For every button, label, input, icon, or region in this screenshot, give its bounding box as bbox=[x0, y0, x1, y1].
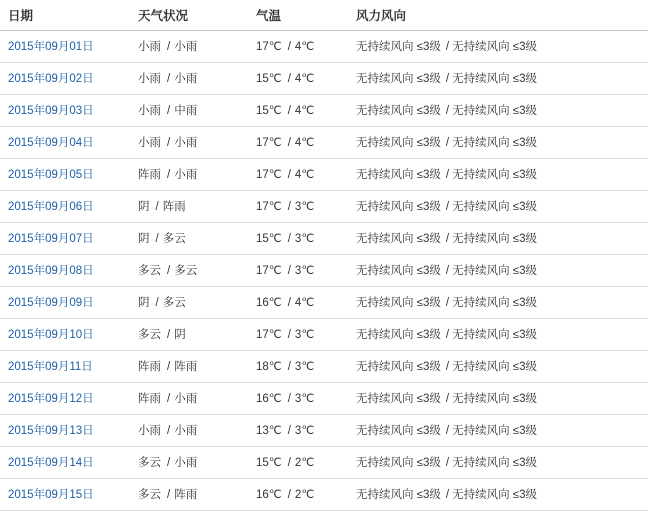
temperature-low: 4℃ bbox=[294, 169, 315, 181]
cell-temperature bbox=[248, 318, 348, 350]
table-row bbox=[0, 254, 648, 286]
condition-day: 多云 bbox=[138, 329, 161, 341]
wind-separator: / bbox=[445, 393, 450, 405]
wind-separator: / bbox=[445, 297, 450, 309]
wind-day: 无持续风向 ≤3级 bbox=[356, 105, 441, 117]
cell-condition bbox=[130, 190, 248, 222]
condition-separator: / bbox=[167, 393, 171, 405]
table-row bbox=[0, 286, 648, 318]
temperature-separator: / bbox=[287, 361, 291, 373]
cell-date: 2015年09月15日 bbox=[0, 478, 130, 510]
cell-wind bbox=[348, 446, 648, 478]
wind-day: 无持续风向 ≤3级 bbox=[356, 169, 441, 181]
condition-separator: / bbox=[155, 233, 159, 245]
cell-temperature bbox=[248, 158, 348, 190]
table-row bbox=[0, 350, 648, 382]
temperature-separator: / bbox=[287, 201, 291, 213]
cell-condition bbox=[130, 478, 248, 510]
table-row bbox=[0, 190, 648, 222]
condition-night: 阵雨 bbox=[174, 489, 198, 501]
cell-temperature bbox=[248, 414, 348, 446]
cell-wind bbox=[348, 94, 648, 126]
temperature-low: 3℃ bbox=[294, 329, 315, 341]
cell-temperature bbox=[248, 382, 348, 414]
temperature-high: 17℃ bbox=[256, 137, 282, 149]
cell-condition bbox=[130, 254, 248, 286]
wind-separator: / bbox=[445, 329, 450, 341]
temperature-low: 4℃ bbox=[294, 297, 315, 309]
temperature-separator: / bbox=[287, 457, 291, 469]
cell-date: 2015年09月11日 bbox=[0, 350, 130, 382]
cell-wind bbox=[348, 30, 648, 62]
wind-day: 无持续风向 ≤3级 bbox=[356, 457, 441, 469]
wind-night: 无持续风向 ≤3级 bbox=[452, 489, 538, 501]
wind-night: 无持续风向 ≤3级 bbox=[452, 297, 538, 309]
condition-separator: / bbox=[167, 105, 171, 117]
wind-separator: / bbox=[445, 489, 450, 501]
temperature-separator: / bbox=[287, 425, 291, 437]
temperature-low: 4℃ bbox=[294, 105, 315, 117]
condition-night: 多云 bbox=[174, 265, 198, 277]
condition-separator: / bbox=[167, 137, 171, 149]
condition-day: 阵雨 bbox=[138, 393, 161, 405]
wind-night: 无持续风向 ≤3级 bbox=[452, 169, 538, 181]
table-header-row bbox=[0, 0, 648, 30]
condition-separator: / bbox=[167, 361, 171, 373]
cell-temperature bbox=[248, 446, 348, 478]
condition-day: 阴 bbox=[138, 233, 150, 245]
condition-night: 小雨 bbox=[174, 169, 198, 181]
temperature-separator: / bbox=[287, 489, 291, 501]
wind-separator: / bbox=[445, 233, 450, 245]
wind-day: 无持续风向 ≤3级 bbox=[356, 489, 441, 501]
cell-temperature bbox=[248, 478, 348, 510]
cell-temperature bbox=[248, 126, 348, 158]
temperature-separator: / bbox=[287, 105, 291, 117]
table-row bbox=[0, 62, 648, 94]
temperature-separator: / bbox=[287, 297, 291, 309]
condition-separator: / bbox=[167, 73, 171, 85]
condition-separator: / bbox=[167, 425, 171, 437]
table-row bbox=[0, 30, 648, 62]
table-row bbox=[0, 222, 648, 254]
condition-day: 多云 bbox=[138, 265, 161, 277]
temperature-low: 2℃ bbox=[294, 489, 315, 501]
cell-temperature bbox=[248, 94, 348, 126]
condition-night: 小雨 bbox=[174, 137, 198, 149]
temperature-low: 2℃ bbox=[294, 457, 315, 469]
wind-day: 无持续风向 ≤3级 bbox=[356, 393, 441, 405]
temperature-low: 3℃ bbox=[294, 361, 315, 373]
column-header-temperature: 气温 bbox=[248, 0, 348, 30]
cell-wind bbox=[348, 222, 648, 254]
temperature-separator: / bbox=[287, 169, 291, 181]
condition-night: 多云 bbox=[162, 297, 186, 309]
table-row bbox=[0, 94, 648, 126]
cell-date: 2015年09月10日 bbox=[0, 318, 130, 350]
condition-day: 小雨 bbox=[138, 73, 161, 85]
wind-day: 无持续风向 ≤3级 bbox=[356, 73, 441, 85]
cell-wind bbox=[348, 254, 648, 286]
cell-date: 2015年09月09日 bbox=[0, 286, 130, 318]
cell-temperature bbox=[248, 286, 348, 318]
column-header-date: 日期 bbox=[0, 0, 130, 30]
temperature-high: 16℃ bbox=[256, 393, 282, 405]
condition-separator: / bbox=[155, 297, 159, 309]
condition-day: 多云 bbox=[138, 489, 161, 501]
temperature-high: 15℃ bbox=[256, 105, 282, 117]
cell-wind bbox=[348, 190, 648, 222]
table-body bbox=[0, 30, 648, 510]
wind-separator: / bbox=[445, 361, 450, 373]
wind-night: 无持续风向 ≤3级 bbox=[452, 329, 538, 341]
wind-separator: / bbox=[445, 201, 450, 213]
cell-date: 2015年09月03日 bbox=[0, 94, 130, 126]
temperature-separator: / bbox=[287, 137, 291, 149]
condition-night: 小雨 bbox=[174, 425, 198, 437]
temperature-separator: / bbox=[287, 233, 291, 245]
cell-temperature bbox=[248, 30, 348, 62]
wind-night: 无持续风向 ≤3级 bbox=[452, 105, 538, 117]
cell-date: 2015年09月01日 bbox=[0, 30, 130, 62]
cell-wind bbox=[348, 478, 648, 510]
condition-separator: / bbox=[155, 201, 159, 213]
column-header-condition: 天气状况 bbox=[130, 0, 248, 30]
temperature-high: 16℃ bbox=[256, 297, 282, 309]
cell-condition bbox=[130, 62, 248, 94]
cell-wind bbox=[348, 350, 648, 382]
wind-day: 无持续风向 ≤3级 bbox=[356, 137, 441, 149]
wind-day: 无持续风向 ≤3级 bbox=[356, 233, 441, 245]
temperature-low: 3℃ bbox=[294, 201, 315, 213]
condition-separator: / bbox=[167, 265, 171, 277]
temperature-separator: / bbox=[287, 265, 291, 277]
temperature-low: 3℃ bbox=[294, 393, 315, 405]
condition-day: 小雨 bbox=[138, 41, 161, 53]
cell-date: 2015年09月08日 bbox=[0, 254, 130, 286]
condition-night: 阵雨 bbox=[174, 361, 198, 373]
temperature-high: 17℃ bbox=[256, 265, 282, 277]
temperature-separator: / bbox=[287, 329, 291, 341]
wind-night: 无持续风向 ≤3级 bbox=[452, 457, 538, 469]
condition-day: 小雨 bbox=[138, 105, 161, 117]
wind-separator: / bbox=[445, 137, 450, 149]
temperature-high: 17℃ bbox=[256, 41, 282, 53]
column-header-wind: 风力风向 bbox=[348, 0, 648, 30]
cell-wind bbox=[348, 158, 648, 190]
cell-date: 2015年09月05日 bbox=[0, 158, 130, 190]
wind-night: 无持续风向 ≤3级 bbox=[452, 201, 538, 213]
table-row bbox=[0, 414, 648, 446]
condition-night: 小雨 bbox=[174, 457, 198, 469]
wind-night: 无持续风向 ≤3级 bbox=[452, 41, 538, 53]
cell-date: 2015年09月07日 bbox=[0, 222, 130, 254]
cell-condition bbox=[130, 222, 248, 254]
condition-night: 中雨 bbox=[174, 105, 198, 117]
condition-day: 小雨 bbox=[138, 137, 161, 149]
condition-day: 阴 bbox=[138, 297, 150, 309]
temperature-separator: / bbox=[287, 41, 291, 53]
cell-temperature bbox=[248, 190, 348, 222]
wind-night: 无持续风向 ≤3级 bbox=[452, 233, 538, 245]
wind-day: 无持续风向 ≤3级 bbox=[356, 361, 441, 373]
condition-day: 小雨 bbox=[138, 425, 161, 437]
cell-date: 2015年09月04日 bbox=[0, 126, 130, 158]
wind-separator: / bbox=[445, 41, 450, 53]
cell-condition bbox=[130, 318, 248, 350]
condition-night: 小雨 bbox=[174, 73, 198, 85]
condition-separator: / bbox=[167, 329, 171, 341]
cell-condition bbox=[130, 126, 248, 158]
table-row bbox=[0, 382, 648, 414]
cell-date: 2015年09月06日 bbox=[0, 190, 130, 222]
cell-wind bbox=[348, 382, 648, 414]
condition-night: 阴 bbox=[174, 329, 186, 341]
cell-condition bbox=[130, 94, 248, 126]
cell-date: 2015年09月14日 bbox=[0, 446, 130, 478]
temperature-separator: / bbox=[287, 393, 291, 405]
cell-temperature bbox=[248, 350, 348, 382]
cell-condition bbox=[130, 414, 248, 446]
temperature-high: 13℃ bbox=[256, 425, 282, 437]
wind-day: 无持续风向 ≤3级 bbox=[356, 265, 441, 277]
condition-separator: / bbox=[167, 169, 171, 181]
temperature-low: 3℃ bbox=[294, 425, 315, 437]
table-row bbox=[0, 126, 648, 158]
cell-temperature bbox=[248, 254, 348, 286]
wind-separator: / bbox=[445, 105, 450, 117]
temperature-high: 15℃ bbox=[256, 233, 282, 245]
temperature-high: 17℃ bbox=[256, 201, 282, 213]
cell-condition bbox=[130, 382, 248, 414]
cell-condition bbox=[130, 350, 248, 382]
temperature-separator: / bbox=[287, 73, 291, 85]
wind-day: 无持续风向 ≤3级 bbox=[356, 329, 441, 341]
condition-night: 小雨 bbox=[174, 393, 198, 405]
temperature-high: 16℃ bbox=[256, 489, 282, 501]
cell-date: 2015年09月12日 bbox=[0, 382, 130, 414]
temperature-low: 3℃ bbox=[294, 265, 315, 277]
cell-condition bbox=[130, 446, 248, 478]
cell-condition bbox=[130, 30, 248, 62]
condition-day: 阵雨 bbox=[138, 361, 161, 373]
cell-condition bbox=[130, 158, 248, 190]
wind-night: 无持续风向 ≤3级 bbox=[452, 265, 538, 277]
temperature-high: 17℃ bbox=[256, 169, 282, 181]
wind-night: 无持续风向 ≤3级 bbox=[452, 137, 538, 149]
condition-separator: / bbox=[167, 489, 171, 501]
temperature-high: 17℃ bbox=[256, 329, 282, 341]
table-row bbox=[0, 318, 648, 350]
wind-day: 无持续风向 ≤3级 bbox=[356, 201, 441, 213]
cell-wind bbox=[348, 286, 648, 318]
table-row bbox=[0, 478, 648, 510]
cell-wind bbox=[348, 126, 648, 158]
table-row bbox=[0, 158, 648, 190]
condition-day: 阴 bbox=[138, 201, 150, 213]
cell-wind bbox=[348, 318, 648, 350]
condition-night: 阵雨 bbox=[162, 201, 186, 213]
cell-temperature bbox=[248, 62, 348, 94]
condition-separator: / bbox=[167, 457, 171, 469]
wind-night: 无持续风向 ≤3级 bbox=[452, 361, 538, 373]
cell-wind bbox=[348, 414, 648, 446]
cell-condition bbox=[130, 286, 248, 318]
wind-night: 无持续风向 ≤3级 bbox=[452, 425, 538, 437]
temperature-high: 15℃ bbox=[256, 73, 282, 85]
wind-separator: / bbox=[445, 425, 450, 437]
wind-separator: / bbox=[445, 73, 450, 85]
wind-night: 无持续风向 ≤3级 bbox=[452, 393, 538, 405]
wind-separator: / bbox=[445, 457, 450, 469]
temperature-low: 3℃ bbox=[294, 233, 315, 245]
cell-wind bbox=[348, 62, 648, 94]
wind-separator: / bbox=[445, 169, 450, 181]
temperature-low: 4℃ bbox=[294, 73, 315, 85]
table-header bbox=[0, 0, 648, 30]
cell-date: 2015年09月13日 bbox=[0, 414, 130, 446]
wind-night: 无持续风向 ≤3级 bbox=[452, 73, 538, 85]
wind-separator: / bbox=[445, 265, 450, 277]
temperature-high: 18℃ bbox=[256, 361, 282, 373]
condition-night: 多云 bbox=[162, 233, 186, 245]
condition-night: 小雨 bbox=[174, 41, 198, 53]
condition-day: 阵雨 bbox=[138, 169, 161, 181]
temperature-low: 4℃ bbox=[294, 41, 315, 53]
condition-day: 多云 bbox=[138, 457, 161, 469]
temperature-high: 15℃ bbox=[256, 457, 282, 469]
cell-date: 2015年09月02日 bbox=[0, 62, 130, 94]
wind-day: 无持续风向 ≤3级 bbox=[356, 425, 441, 437]
condition-separator: / bbox=[167, 41, 171, 53]
wind-day: 无持续风向 ≤3级 bbox=[356, 41, 441, 53]
cell-temperature bbox=[248, 222, 348, 254]
temperature-low: 4℃ bbox=[294, 137, 315, 149]
wind-day: 无持续风向 ≤3级 bbox=[356, 297, 441, 309]
table-row bbox=[0, 446, 648, 478]
